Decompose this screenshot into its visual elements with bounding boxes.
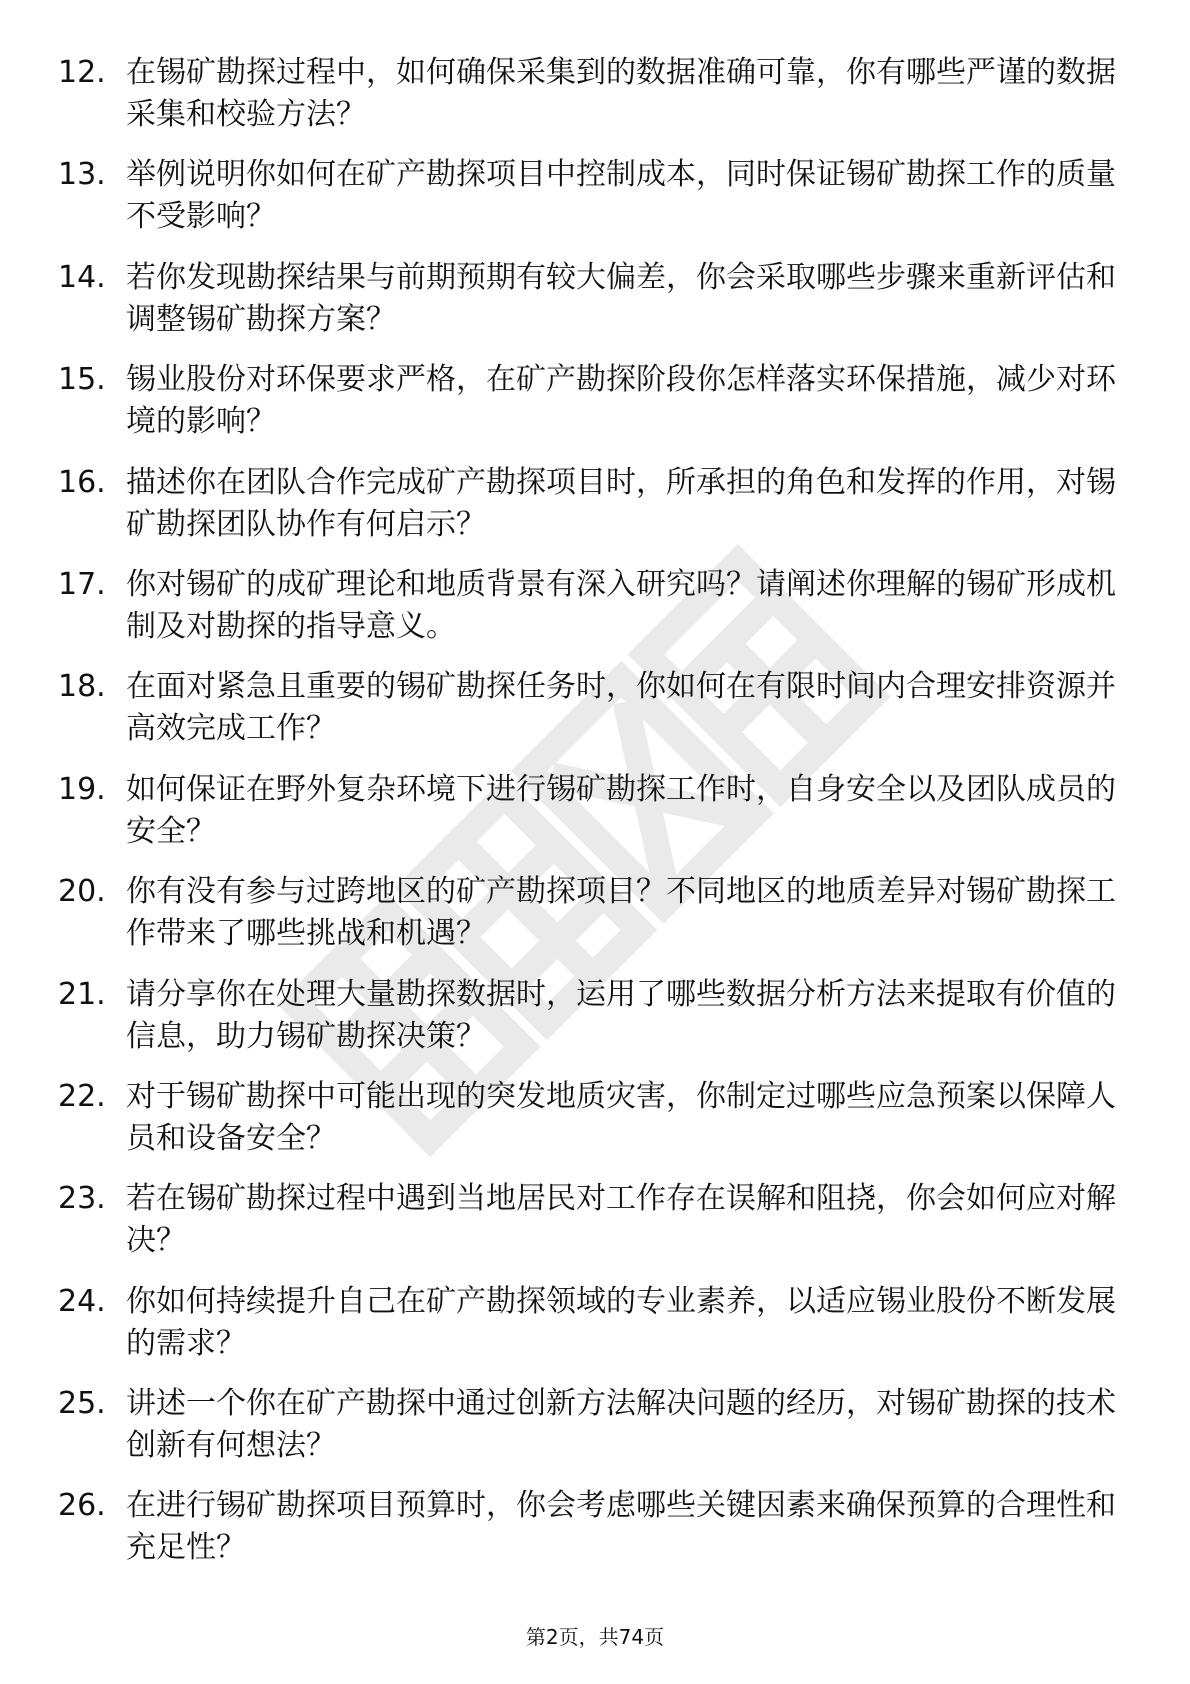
question-text: 你如何持续提升自己在矿产勘探领域的专业素养，以适应锡业股份不断发展的需求？ xyxy=(126,1283,1116,1361)
question-number: 17. xyxy=(58,566,106,602)
question-text: 你对锡矿的成矿理论和地质背景有深入研究吗？请阐述你理解的锡矿形成机制及对勘探的指导意义。 xyxy=(126,566,1116,644)
question-text: 若在锡矿勘探过程中遇到当地居民对工作存在误解和阻挠，你会如何应对解决？ xyxy=(126,1181,1116,1259)
question-item xyxy=(58,1485,1118,1569)
question-text: 对于锡矿勘探中可能出现的突发地质灾害，你制定过哪些应急预案以保障人员和设备安全？ xyxy=(126,1078,1116,1156)
question-number: 18. xyxy=(58,669,106,705)
question-number: 12. xyxy=(58,55,106,90)
question-text: 若你发现勘探结果与前期预期有较大偏差，你会采取哪些步骤来重新评估和调整锡矿勘探方案？ xyxy=(126,259,1116,337)
question-text: 锡业股份对环保要求严格，在矿产勘探阶段你怎样落实环保措施，减少对环境的影响？ xyxy=(126,362,1116,440)
question-number: 20. xyxy=(58,874,106,910)
question-text: 你有没有参与过跨地区的矿产勘探项目？不同地区的地质差异对锡矿勘探工作带来了哪些挑战和机遇？ xyxy=(126,874,1116,952)
page-number-footer: 第2页，共74页 xyxy=(525,1625,665,1649)
question-item xyxy=(58,1281,1118,1365)
question-item xyxy=(58,257,1118,341)
question-item xyxy=(58,154,1118,238)
question-item xyxy=(58,1076,1118,1160)
question-text: 在进行锡矿勘探项目预算时，你会考虑哪些关键因素来确保预算的合理性和充足性？ xyxy=(126,1488,1116,1566)
question-number: 14. xyxy=(58,259,106,295)
question-number: 13. xyxy=(58,157,106,193)
question-text: 如何保证在野外复杂环境下进行锡矿勘探工作时，自身安全以及团队成员的安全？ xyxy=(126,771,1116,849)
question-number: 26. xyxy=(58,1488,106,1524)
question-item xyxy=(58,1383,1118,1467)
question-number: 15. xyxy=(58,362,106,398)
question-text: 描述你在团队合作完成矿产勘探项目时，所承担的角色和发挥的作用，对锡矿勘探团队协作有何启示？ xyxy=(126,464,1116,542)
question-item xyxy=(58,1178,1118,1262)
question-number: 19. xyxy=(58,771,106,807)
question-text: 举例说明你如何在矿产勘探项目中控制成本，同时保证锡矿勘探工作的质量不受影响？ xyxy=(126,157,1116,235)
question-number: 22. xyxy=(58,1078,106,1114)
question-number: 16. xyxy=(58,464,106,500)
question-number: 24. xyxy=(58,1283,106,1319)
question-number: 23. xyxy=(58,1181,106,1217)
question-item xyxy=(58,666,1118,750)
question-item xyxy=(58,462,1118,546)
question-text: 在面对紧急且重要的锡矿勘探任务时，你如何在有限时间内合理安排资源并高效完成工作？ xyxy=(126,669,1116,747)
question-item xyxy=(58,564,1118,648)
question-item xyxy=(58,871,1118,955)
question-number: 25. xyxy=(58,1386,106,1422)
question-item xyxy=(58,974,1118,1058)
question-item xyxy=(58,52,1118,136)
question-item xyxy=(58,769,1118,853)
question-number: 21. xyxy=(58,976,106,1012)
question-item xyxy=(58,359,1118,443)
question-text: 讲述一个你在矿产勘探中通过创新方法解决问题的经历，对锡矿勘探的技术创新有何想法？ xyxy=(126,1386,1116,1464)
question-text: 在锡矿勘探过程中，如何确保采集到的数据准确可靠，你有哪些严谨的数据采集和校验方法？ xyxy=(126,55,1116,132)
question-list xyxy=(58,52,1118,1588)
question-text: 请分享你在处理大量勘探数据时，运用了哪些数据分析方法来提取有价值的信息，助力锡矿勘探决策？ xyxy=(126,976,1116,1054)
